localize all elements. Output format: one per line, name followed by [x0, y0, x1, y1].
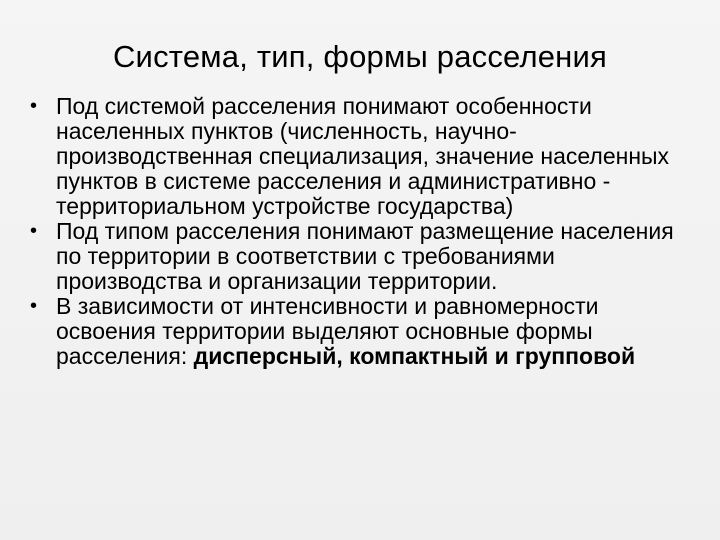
bullet-icon: •: [30, 295, 38, 317]
bullet-item-system: [28, 94, 696, 219]
settlement-forms-emphasis: дисперсный, компактный и групповой: [193, 343, 636, 369]
slide-content: [28, 94, 696, 369]
bullet-icon: •: [30, 220, 38, 242]
bullet-list: [28, 94, 696, 369]
bullet-item-type: [28, 219, 696, 294]
bullet-item-forms: [28, 294, 696, 369]
bullet-text-system: Под системой расселения понимают особенности населенных пунктов (численность, научно-производственная специализация, значение населенных пунктов в системе расселения и административно - территориальном устройстве государства): [56, 93, 670, 219]
bullet-icon: •: [30, 95, 38, 117]
slide-title: Система, тип, формы расселения: [112, 39, 608, 74]
bullet-text-forms: В зависимости от интенсивности и равномерности освоения территории выделяют основные формы расселения:: [56, 293, 599, 369]
bullet-text-type: Под типом расселения понимают размещение населения по территории в соответствии с требованиями производства и организации территории.: [56, 218, 674, 294]
